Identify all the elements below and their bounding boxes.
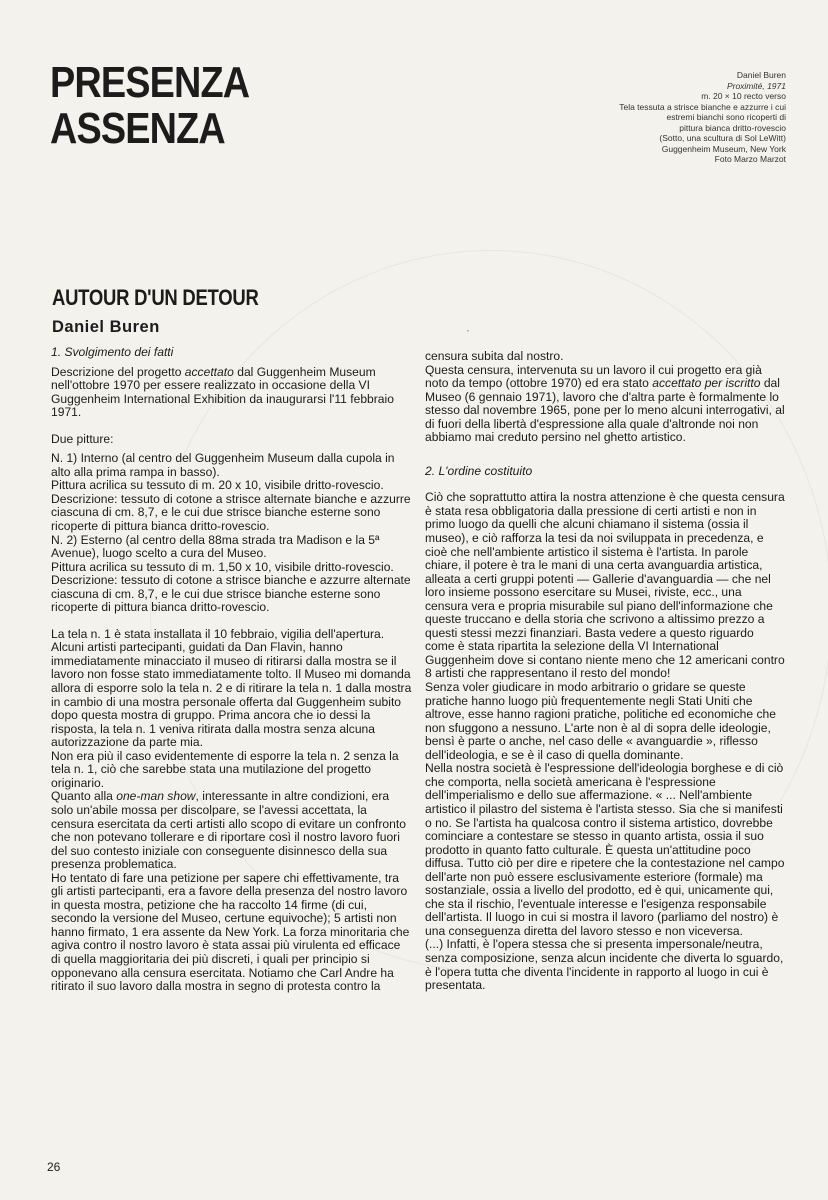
caption-author: Daniel Buren <box>736 70 786 80</box>
paragraph: Descrizione: tessuto di cotone a strisce alternate bianche e azzurre ciascuna di cm. 8,7, e le cui due strisce bianche esterne sono ricoperte di pittura bianca dritto-rovescio. <box>51 491 411 534</box>
title-line-1: PRESENZA <box>50 58 250 107</box>
section-heading: 2. L'ordine costituito <box>425 463 533 478</box>
caption-line: Tela tessuta a strisce bianche e azzurre i cui <box>619 101 786 112</box>
paragraph: N. 1) Interno (al centro del Guggenheim Museum dalla cupola in alto alla prima rampa in basso). <box>51 451 395 479</box>
caption-credit: Foto Marzo Marzot <box>714 154 786 164</box>
paragraph: Senza voler giudicare in modo arbitrario o gridare se queste pratiche hanno luogo più frequentemente negli Stati Uniti che altrove, esse hanno ragioni pratiche, politiche ed economiche che non sfuggono a nessuno. L'arte non è al di sopra delle ideologie, bensì è parte o anche, nel caso delle « avanguardie », riflesso dell'ideologia, e se è il caso di quella dominante. <box>425 680 776 762</box>
article-author: Daniel Buren <box>52 318 160 336</box>
paragraph: Ciò che soprattutto attira la nostra attenzione è che questa censura è stata resa obbligatoria dalla pressione di certi artisti e non in primo luogo da quelli che alcuni chiamano il sistema (ossia il museo), e ciò rafforza la tesi da noi sviluppata in precedenza, e cioè che nell'ambiente artistico il sistema è l'artista. In parole chiare, il potere è tra le mani di una certa avanguardia artistica, alleata a certi gruppi potenti — Gallerie d'avanguardia — che nel loro insieme possono esercitare su Musei, riviste, ecc., una censura vera e propria misurabile sul piano dell'informazione che queste truccano e della storia che scrivono a altissimo prezzo a questi stessi mezzi finanziari. Basta vedere a questo riguardo come è stata ripartita la selezione della VI International Guggenheim dove si contano niente meno che 12 americani contro 8 artisti che rappresentano il resto del mondo! <box>425 490 785 681</box>
paragraph: Descrizione: tessuto di cotone a strisce bianche e azzurre alternate ciascuna di cm. 8,7, e le cui due strisce bianche esterne sono ricoperte di pittura bianca dritto-rovescio. <box>51 573 411 615</box>
photo-caption <box>526 70 786 165</box>
section-heading: 1. Svolgimento dei fatti <box>51 345 174 359</box>
paragraph: Nella nostra società è l'espressione dell'ideologia borghese e di ciò che comporta, nella società americana è l'espressione dell'imperialismo e dello sue affermazione. « ... Nell'ambiente artistico il pilastro del sistema è l'artista stesso. Sia che si manifesti o no. Se l'artista ha qualcosa contro il sistema artistico, dovrebbe cominciare a contestare se stesso in quanto artista, ossia il suo prodotto in quanto fatto culturale. È questa un'attitudine poco diffusa. Tutto ciò per dire e ripetere che la contestazione nel campo dell'arte non può essere esclusivamente esteriore (formale) ma sostanziale, ossia a livello del prodotto, ed è qui, unicamente qui, che sta il rischio, l'eventuale interesse e l'esigenza responsabile dell'artista. Il luogo in cui si mostra il lavoro (parliamo del nostro) è una conseguenza diretta del lavoro stesso e non viceversa. <box>425 761 785 938</box>
caption-line: Guggenheim Museum, New York <box>661 143 786 154</box>
paragraph: Pittura acrilica su tessuto di m. 20 x 10, visibile dritto-rovescio. <box>51 478 384 493</box>
paragraph: censura subita dal nostro. <box>425 349 564 363</box>
paragraph: Descrizione del progetto accettato dal Guggenheim Museum nell'ottobre 1970 per essere realizzato in occasione della VI Guggenheim International Exhibition da inaugurarsi l'11 febbraio 1971. <box>51 364 394 420</box>
article-title: AUTOUR D'UN DETOUR <box>52 285 259 310</box>
left-column <box>51 346 413 994</box>
caption-line: pittura bianca dritto-rovescio <box>679 122 786 133</box>
title-line-2: ASSENZA <box>50 104 225 153</box>
paragraph: Non era più il caso evidentemente di esporre la tela n. 2 senza la tela n. 1, ciò che sarebbe stata una mutilazione del progetto originario. <box>51 748 399 790</box>
paragraph: (...) Infatti, è l'opera stessa che si presenta impersonale/neutra, senza composizione, senza alcun incidente che diverta lo sguardo, è l'opera tutta che diventa l'incidente in rapporto al luogo in cui è presentata. <box>425 937 784 993</box>
paragraph: La tela n. 1 è stata installata il 10 febbraio, vigilia dell'apertura. Alcuni artisti partecipanti, guidati da Dan Flavin, hanno immediatamente minacciato il museo di ritirarsi dalla mostra se il lavoro non fosse stato immediatamente tolto. Il Museo mi domanda allora di esporre solo la tela n. 2 e di ritirare la tela n. 1 dalla mostra in cambio di una mostra personale offerta dal Guggenheim subito dopo questa mostra di gruppo. Prima ancora che io dessi la risposta, la tela n. 1 veniva ritirata dalla mostra senza alcuna autorizzazione da parte mia. <box>51 626 412 750</box>
right-column <box>425 350 785 993</box>
paragraph: Due pitture: <box>51 431 114 446</box>
paragraph: Questa censura, intervenuta su un lavoro il cui progetto era già noto da tempo (ottobre 1970) ed era stato accettato per iscritto dal Museo (6 gennaio 1971), lavoro che d'altra parte è formalmente lo stesso dal novembre 1965, pone per lo meno alcuni interrogativi, al di fuori della libertà d'espressione alla quale d'altronde noi non abbiamo mai creduto persino nel ghetto artistico. <box>425 362 785 445</box>
paragraph: Pittura acrilica su tessuto di m. 1,50 x 10, visibile dritto-rovescio. <box>51 559 394 574</box>
page-title <box>50 60 249 152</box>
page-number: 26 <box>47 1160 61 1174</box>
caption-line: (Sotto, una scultura di Sol LeWitt) <box>659 133 786 143</box>
stray-mark: ’ <box>467 329 469 338</box>
caption-line: estremi bianchi sono ricoperti di <box>666 112 786 122</box>
paragraph: Quanto alla one-man show, interessante in altre condizioni, era solo un'abile mossa per discolpare, se l'avessi accettata, la censura esercitata da certi artisti allo scopo di evitare un confronto che non potevano tollerare e di riportare così il nostro lavoro fuori del suo contesto iniziale con conseguente disinnesco della sua presenza problematica. <box>51 789 406 872</box>
caption-dimensions: m. 20 × 10 recto verso <box>701 91 786 101</box>
paragraph: N. 2) Esterno (al centro della 88ma strada tra Madison e la 5ª Avenue), luogo scelto a cura del Museo. <box>51 532 380 561</box>
paragraph: Ho tentato di fare una petizione per sapere chi effettivamente, tra gli artisti partecipanti, era a favore della presenza del nostro lavoro in questa mostra, petizione che ha raccolto 14 firme (di cui, secondo la versione del Museo, certune equivoche); 5 artisti non hanno firmato, 1 era assente da New York. La forza minoritaria che agiva contro il nostro lavoro è stata assai più virulenta ed efficace di quella maggioritaria dei più discreti, i quali per principio si opponevano alla censura esercitata. Notiamo che Carl Andre ha ritirato il suo lavoro dalla mostra in segno di protesta contro la <box>51 870 410 994</box>
caption-work-title: Proximité, 1971 <box>726 80 786 91</box>
